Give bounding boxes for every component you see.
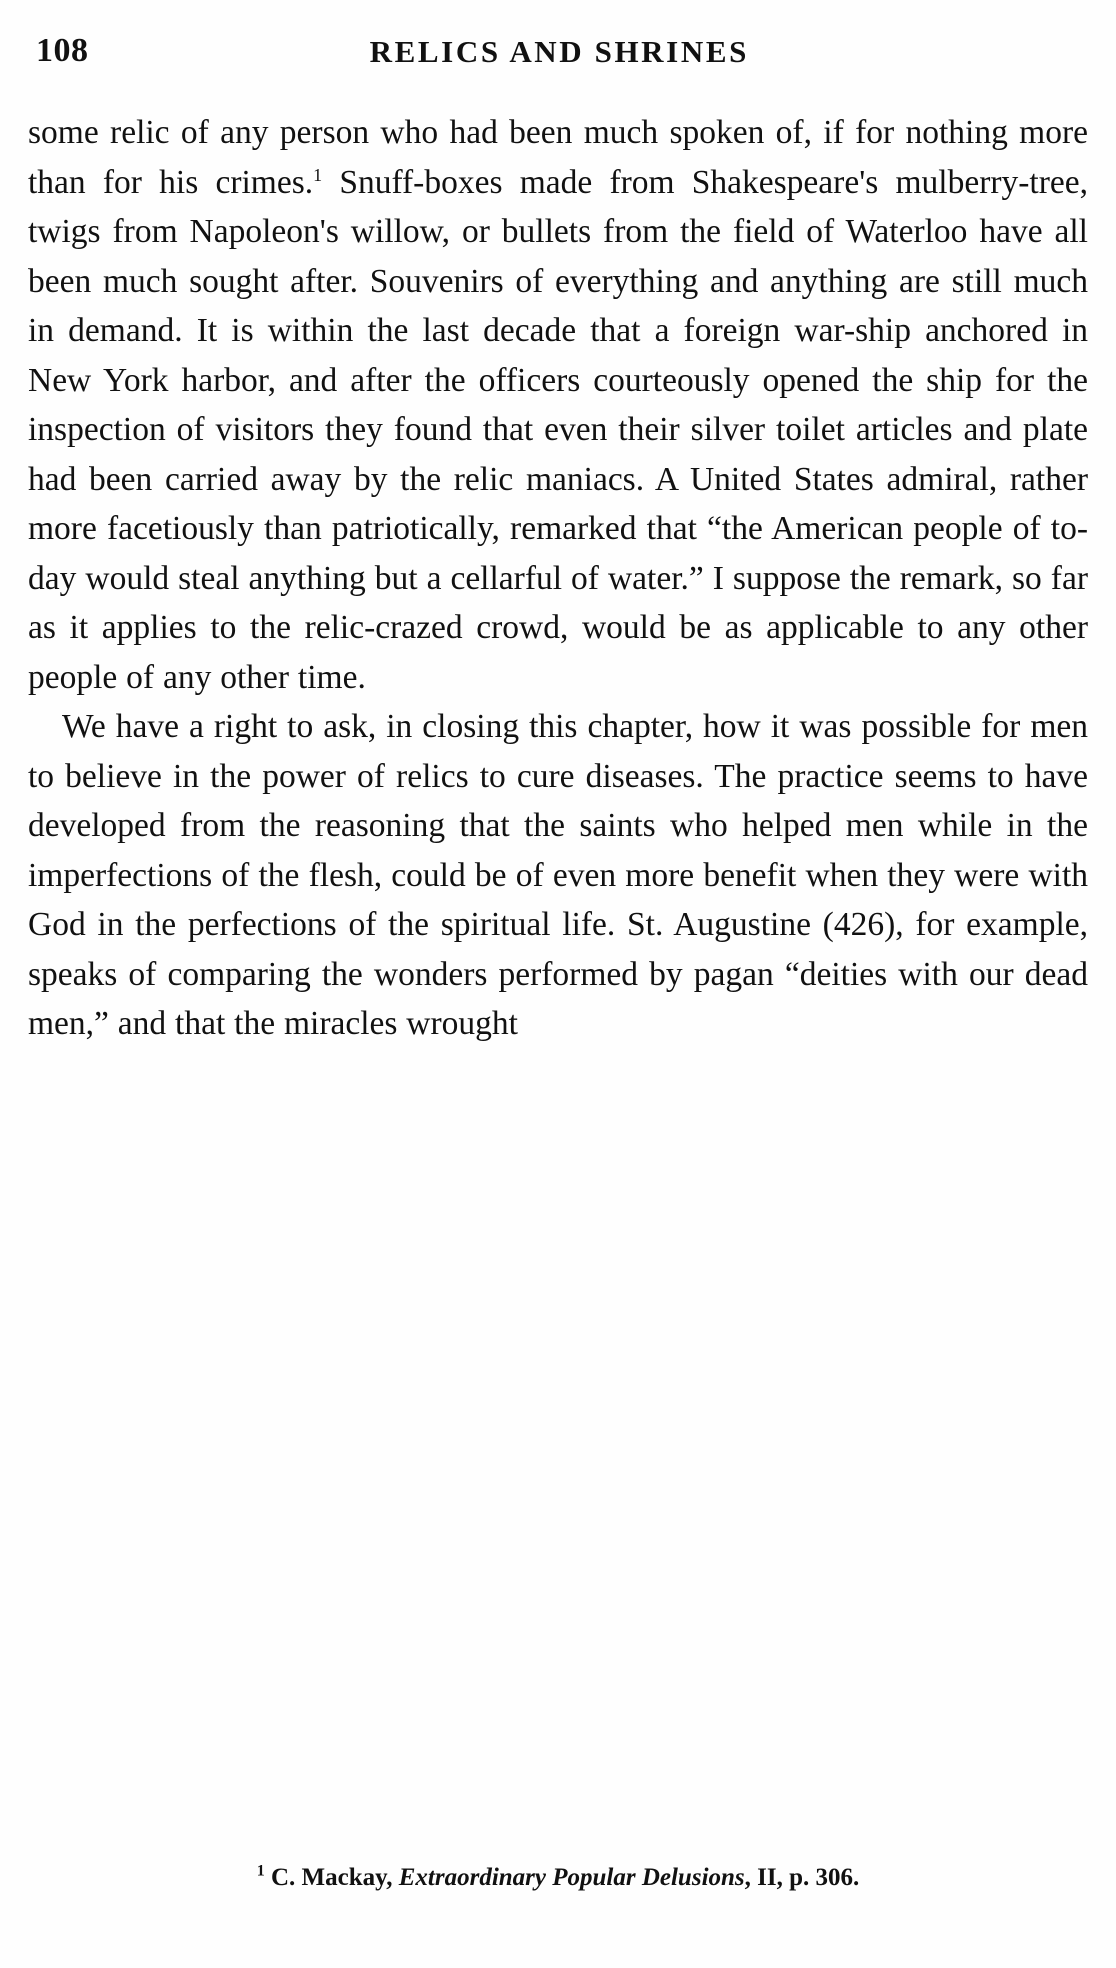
footnote	[0, 1862, 1116, 1894]
running-head	[0, 22, 1116, 76]
footnote-work-title: Extraordinary Popular Delusions	[398, 1864, 745, 1891]
footnote-reference[interactable]: 1	[313, 164, 323, 185]
paragraph-1-part-2: Snuff-boxes made from Shakespeare's mulberry-tree, twigs from Napoleon's willow, or bullets from the field of Waterloo have all been much sought after. Souvenirs of everything and anything are still much in demand. It is within the last decade that a foreign war-ship anchored in New York harbor, and after the officers courteously opened the ship for the inspection of visitors they found that even their silver toilet articles and plate had been carried away by the relic maniacs. A United States admiral, rather more facetiously than patriotically, remarked that “the American people of to-day would steal anything but a cellarful of water.” I suppose the remark, so far as it applies to the relic-crazed crowd, would be as applicable to any other people of any other time.	[28, 163, 1088, 696]
paragraph-2: We have a right to ask, in closing this chapter, how it was possible for men to believe in the power of relics to cure diseases. The practice seems to have developed from the reasoning that the saints who helped men while in the imperfections of the flesh, could be of even more benefit when they were with God in the perfections of the spiritual life. St. Augustine (426), for example, speaks of comparing the wonders performed by pagan “deities with our dead men,” and that the miracles wrought	[28, 708, 1088, 1042]
footnote-locator: , II, p. 306.	[744, 1864, 860, 1891]
paragraph-1-part-1: some relic of any person who had been much spoken of, if for nothing more than for his crimes.	[28, 114, 1088, 201]
footnote-marker: 1	[256, 1862, 265, 1880]
footnote-author: C. Mackay,	[270, 1864, 393, 1891]
paragraph-1	[28, 108, 1088, 702]
chapter-running-title: RELICS AND SHRINES	[369, 34, 749, 69]
page-number: 108	[36, 32, 89, 69]
page-body	[28, 108, 1088, 1049]
